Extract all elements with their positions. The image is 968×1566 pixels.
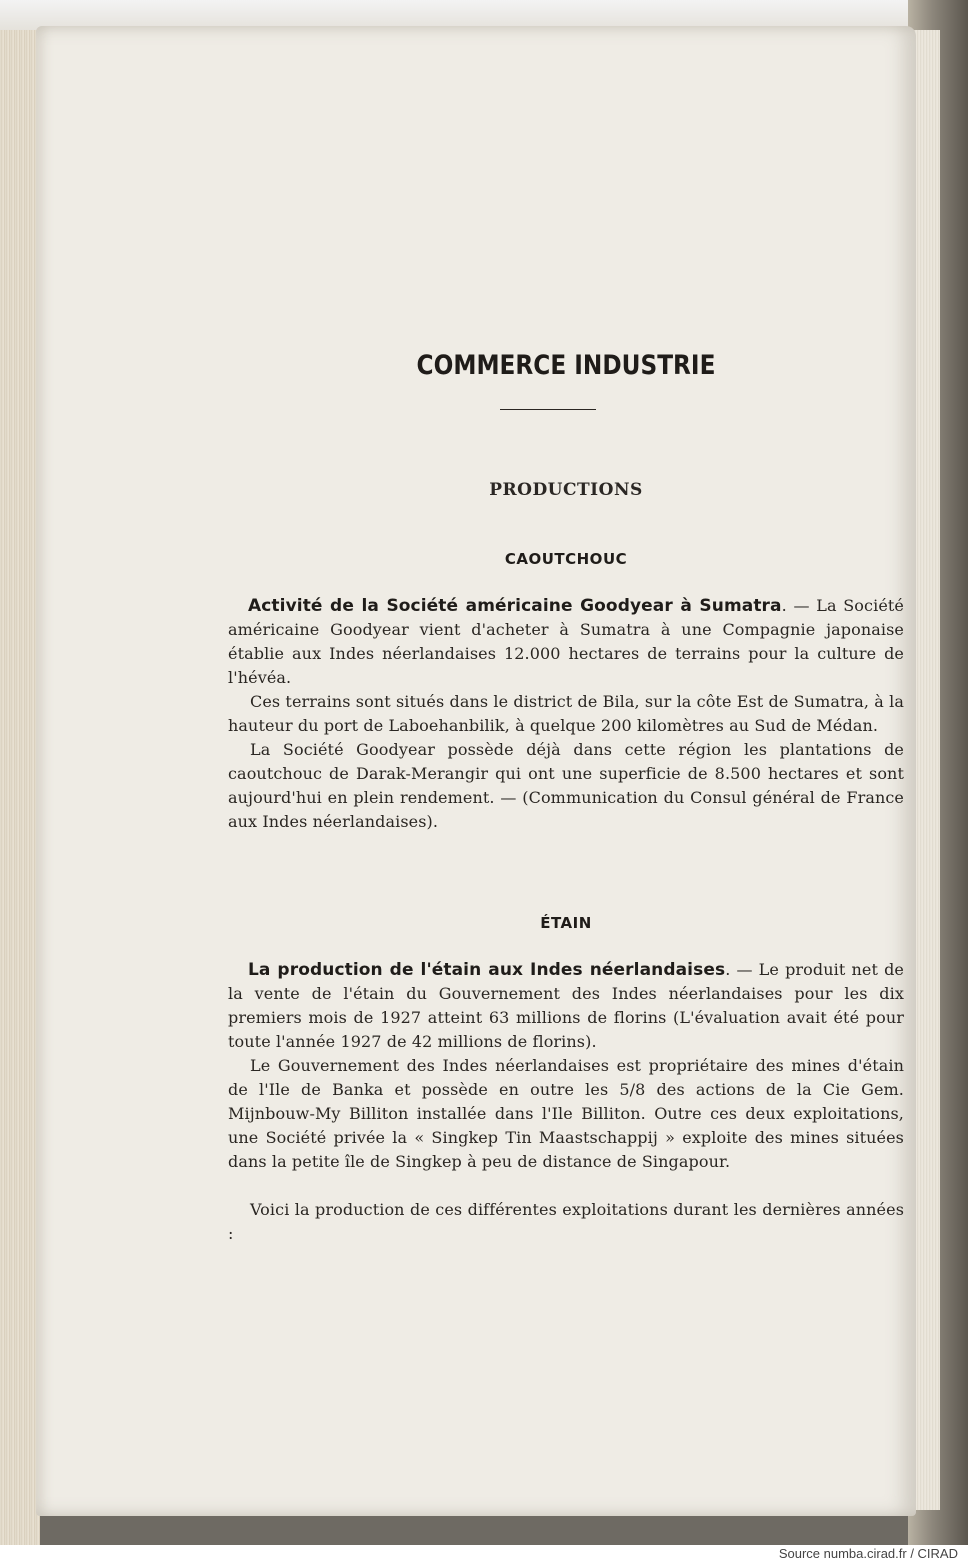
- paragraph: [228, 958, 904, 1054]
- page-content: [228, 340, 904, 1246]
- paragraph: Voici la production de ces différentes exploitations durant les dernières années :: [228, 1200, 904, 1243]
- page-title: COMMERCE INDUSTRIE: [416, 350, 716, 381]
- paragraph: Ces terrains sont situés dans le district de Bila, sur la côte Est de Sumatra, à la hauteur du port de Laboehanbilik, à quelque 200 kilomètres au Sud de Médan.: [228, 692, 904, 735]
- article-lead: Activité de la Société américaine Goodyear à Sumatra: [248, 596, 782, 616]
- paragraph: La Société Goodyear possède déjà dans cette région les plantations de caoutchouc de Darak-Merangir qui ont une superficie de 8.500 hectares et sont aujourd'hui en plein rendement. — (Communication du Consul général de France aux Indes néerlandaises).: [228, 740, 904, 831]
- subsection-title-etain: ÉTAIN: [540, 914, 592, 932]
- paragraph-text: . — Le produit net de la vente de l'étain du Gouvernement des Indes néerlandaises pour les dix premiers mois de 1927 atteint 63 millions de florins (L'évaluation avait été pour toute l'année 1927 de 42 millions de florins).: [228, 960, 905, 1051]
- page-stack-left: [0, 30, 40, 1545]
- paragraph: Le Gouvernement des Indes néerlandaises est propriétaire des mines d'étain de l'Ile de Banka et possède en outre les 5/8 des actions de la Cie Gem. Mijnbouw-My Billiton installée dans l'Ile Billiton. Outre ces deux exploitations, une Société privée la « Singkep Tin Maastschappij » exploite des mines situées dans la petite île de Singkep à peu de distance de Singapour.: [228, 1056, 904, 1171]
- article-lead: La production de l'étain aux Indes néerlandaises: [248, 960, 726, 980]
- paragraph: [228, 594, 904, 690]
- title-rule: [500, 409, 596, 410]
- source-caption: Source numba.cirad.fr / CIRAD: [778, 1546, 958, 1561]
- subsection-title-caoutchouc: CAOUTCHOUC: [504, 550, 628, 568]
- paragraph-text: . — La Société américaine Goodyear vient d'acheter à Sumatra à une Compagnie japonaise établie aux Indes néerlandaises 12.000 hectares de terrains pour la culture de l'hévéa.: [228, 596, 904, 687]
- section-title: PRODUCTIONS: [489, 480, 643, 500]
